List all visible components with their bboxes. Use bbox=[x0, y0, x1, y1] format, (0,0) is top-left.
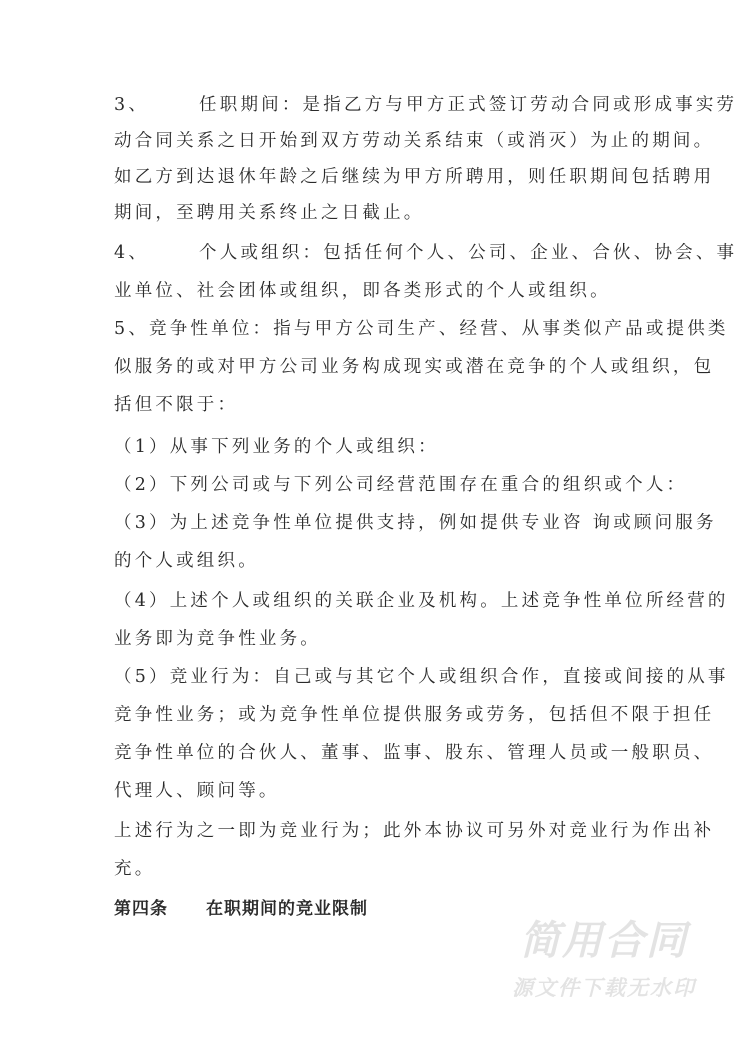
watermark-title: 简用合同 bbox=[520, 918, 688, 964]
watermark-subtitle: 源文件下载无水印 bbox=[512, 976, 696, 1000]
paragraph-line: 似服务的或对甲方公司业务构成现实或潜在竞争的个人或组织，包 bbox=[114, 357, 715, 377]
paragraph-line: 动合同关系之日开始到双方劳动关系结束（或消灭）为止的期间。 bbox=[114, 131, 715, 151]
paragraph-line: 的个人或组织。 bbox=[114, 551, 259, 571]
paragraph-line: 代理人、顾问等。 bbox=[114, 781, 280, 801]
article-title: 在职期间的竞业限制 bbox=[206, 899, 368, 919]
paragraph-line: 如乙方到达退休年龄之后继续为甲方所聘用，则任职期间包括聘用 bbox=[114, 167, 715, 187]
list-item: （4）上述个人或组织的关联企业及机构。上述竞争性单位所经营的 bbox=[114, 591, 729, 611]
paragraph-line: 3、 任职期间：是指乙方与甲方正式签订劳动合同或形成事实劳 bbox=[114, 95, 738, 115]
list-item: （2）下列公司或与下列公司经营范围存在重合的组织或个人： bbox=[114, 475, 688, 495]
section-heading bbox=[114, 898, 368, 920]
paragraph-line: 业务即为竞争性业务。 bbox=[114, 629, 321, 649]
paragraph-line: 业单位、社会团体或组织，即各类形式的个人或组织。 bbox=[114, 281, 611, 301]
paragraph-line: 期间，至聘用关系终止之日截止。 bbox=[114, 203, 425, 223]
clause-number: 3、 bbox=[114, 95, 150, 115]
paragraph-line: 4、 个人或组织：包括任何个人、公司、企业、合伙、协会、事 bbox=[114, 243, 738, 263]
paragraph-line: 上述行为之一即为竞业行为；此外本协议可另外对竞业行为作出补 bbox=[114, 821, 715, 841]
list-item: （1）从事下列业务的个人或组织： bbox=[114, 437, 439, 457]
paragraph-line: 5、竞争性单位：指与甲方公司生产、经营、从事类似产品或提供类 bbox=[114, 319, 729, 339]
watermark bbox=[512, 918, 696, 1002]
list-item: （5）竞业行为：自己或与其它个人或组织合作，直接或间接的从事 bbox=[114, 667, 729, 687]
list-item: （3）为上述竞争性单位提供支持，例如提供专业咨 询或顾问服务 bbox=[114, 513, 717, 533]
article-number: 第四条 bbox=[114, 899, 168, 919]
clause-number: 4、 bbox=[114, 243, 150, 263]
paragraph-line: 竞争性单位的合伙人、董事、监事、股东、管理人员或一般职员、 bbox=[114, 743, 715, 763]
paragraph-line: 充。 bbox=[114, 859, 156, 879]
paragraph-line: 竞争性业务；或为竞争性单位提供服务或劳务，包括但不限于担任 bbox=[114, 705, 715, 725]
paragraph-line: 括但不限于： bbox=[114, 395, 239, 415]
